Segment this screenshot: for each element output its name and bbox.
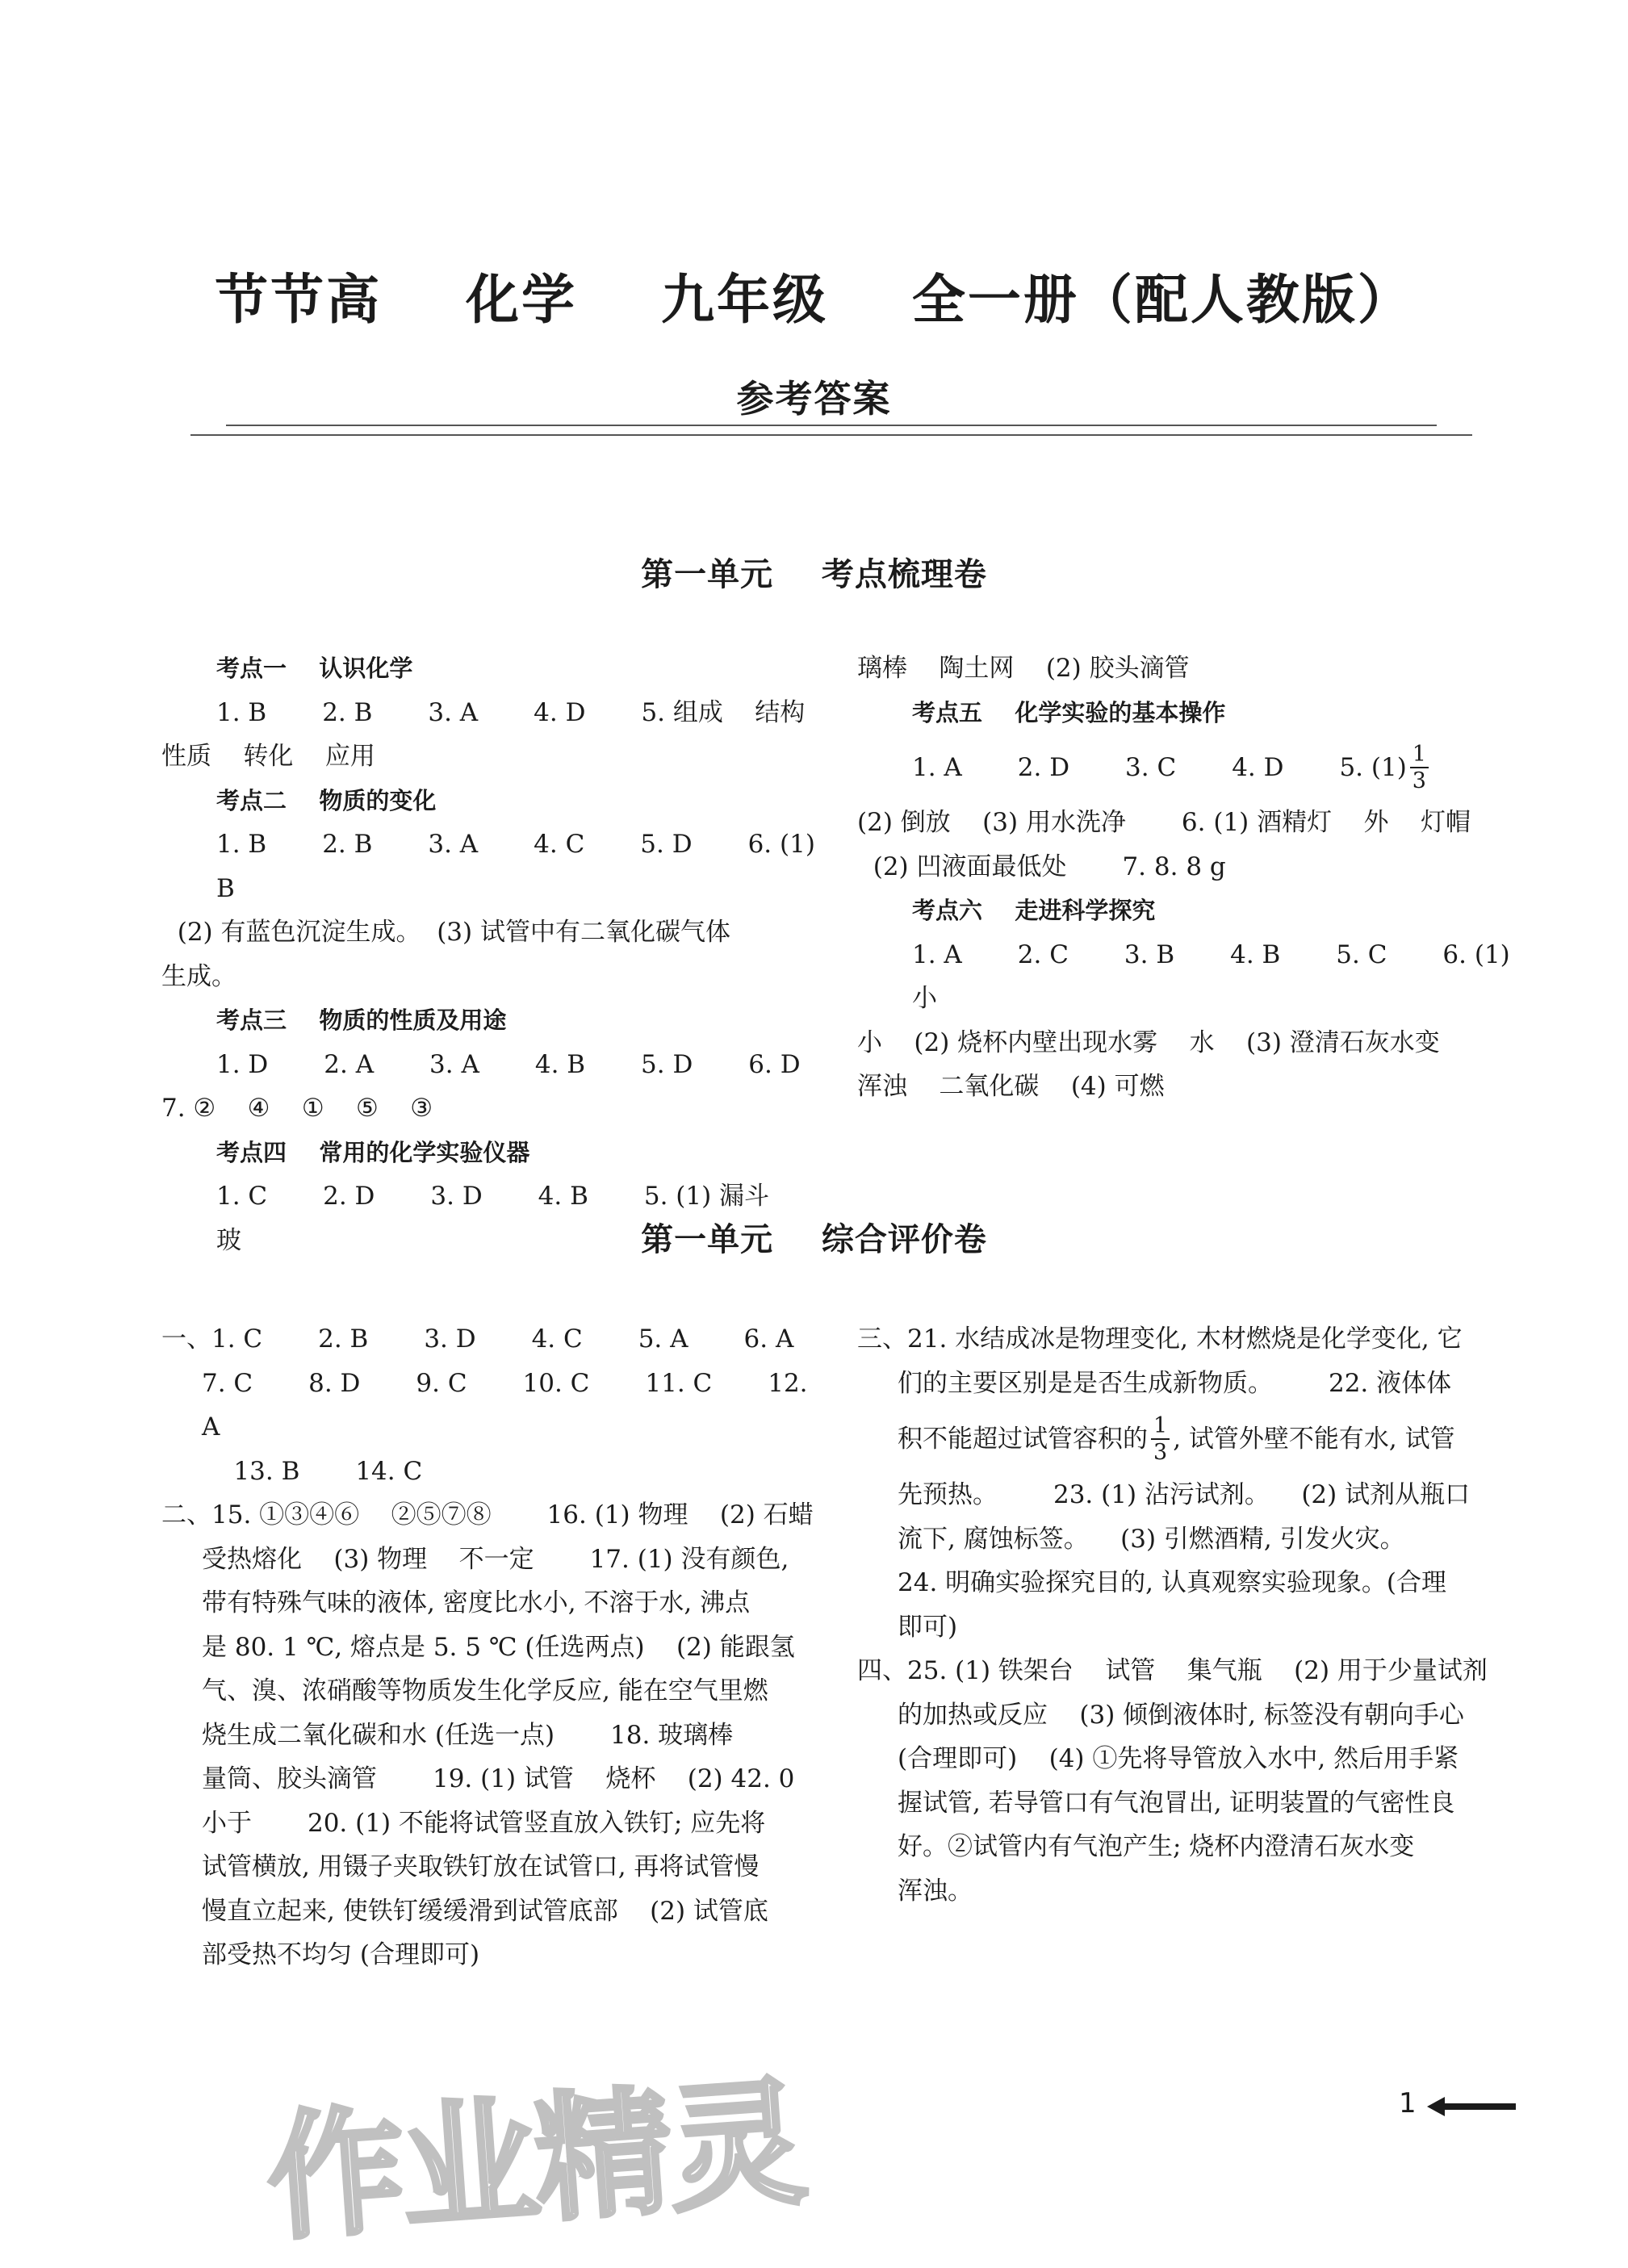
page-title: 节节高 化学 九年级 全一册（配人教版） (215, 269, 1413, 331)
answer-line: 7. ② ④ ① ⑤ ③ (161, 1094, 433, 1123)
answer-line: 1. B 2. B 3. A 4. D 5. 组成 结构 (216, 697, 806, 727)
fraction-denominator: 3 (1153, 1440, 1168, 1465)
fraction-one-third (1151, 1415, 1170, 1463)
answer-line: (2) 凹液面最低处 7. 8. 8 g (857, 852, 1226, 881)
fraction-denominator: 3 (1412, 768, 1426, 793)
answer-line: 三、21. 水结成冰是物理变化, 木材燃烧是化学变化, 它 (857, 1324, 1463, 1354)
answer-line: 们的主要区别是是否生成新物质。 22. 液体体 (898, 1368, 1452, 1398)
answer-line: 浑浊 二氧化碳 (4) 可燃 (857, 1072, 1165, 1101)
answer-line: 是 80. 1 ℃, 熔点是 5. 5 ℃ (任选两点) (2) 能跟氢 (202, 1632, 795, 1662)
answer-line: (合理即可) (4) ①先将导管放入水中, 然后用手紧 (898, 1744, 1459, 1773)
answer-line: 1. B 2. B 3. A 4. C 5. D 6. (1) B (216, 830, 823, 903)
answer-line: 1. A 2. C 3. B 4. B 5. C 6. (1) 小 (912, 939, 1518, 1013)
fraction-one-third (1410, 743, 1429, 792)
kd-heading: 考点二 物质的变化 (216, 786, 437, 814)
fraction-numerator: 1 (1410, 743, 1429, 768)
answer-line: 1. D 2. A 3. A 4. B 5. D 6. D (216, 1049, 801, 1079)
answer-line: 1. C 2. D 3. D 4. B 5. (1) 漏斗 玻 (216, 1182, 801, 1255)
answer-line-with-fraction (857, 1405, 1527, 1473)
page-number: 1 (1399, 2087, 1417, 2119)
section-heading-review: 第一单元 考点梳理卷 (641, 556, 987, 593)
answer-line: 24. 明确实验探究目的, 认真观察实验现象。(合理 (898, 1568, 1446, 1597)
answer-text: , 试管外壁不能有水, 试管 (1173, 1424, 1455, 1454)
answer-text: 1. A 2. D 3. C 4. D 5. (1) (912, 752, 1407, 782)
answer-line: 带有特殊气味的液体, 密度比水小, 不溶于水, 沸点 (202, 1588, 751, 1617)
answer-line-with-fraction (857, 734, 1519, 801)
kd-heading: 考点一 认识化学 (216, 655, 413, 682)
answer-line: 生成。 (161, 961, 236, 991)
answer-text: 积不能超过试管容积的 (898, 1424, 1148, 1454)
answer-line: 二、15. ①③④⑥ ②⑤⑦⑧ 16. (1) 物理 (2) 石蜡 (161, 1500, 814, 1529)
answer-line: (2) 倒放 (3) 用水洗净 6. (1) 酒精灯 外 灯帽 (857, 808, 1471, 837)
answer-line: 部受热不均匀 (合理即可) (202, 1940, 480, 1969)
answer-line: 先预热。 23. (1) 沾污试剂。 (2) 试剂从瓶口 (898, 1480, 1471, 1509)
answer-line: 试管横放, 用镊子夹取铁钉放在试管口, 再将试管慢 (202, 1852, 760, 1881)
page-subtitle: 参考答案 (736, 377, 892, 421)
answer-line: 浑浊。 (898, 1876, 973, 1906)
answer-line: 性质 转化 应用 (161, 742, 375, 771)
answer-line: 即可) (898, 1612, 958, 1642)
answer-line: 受热熔化 (3) 物理 不一定 17. (1) 没有颜色, (202, 1544, 789, 1574)
answer-line: 7. C 8. D 9. C 10. C 11. C 12. A (202, 1368, 816, 1442)
header-rule-bottom (190, 434, 1472, 436)
section-heading-evaluation: 第一单元 综合评价卷 (641, 1221, 987, 1258)
answer-line: 好。②试管内有气泡产生; 烧杯内澄清石灰水变 (898, 1832, 1415, 1861)
answer-line: 璃棒 陶土网 (2) 胶头滴管 (857, 654, 1190, 683)
answer-line: 气、溴、浓硝酸等物质发生化学反应, 能在空气里燃 (202, 1676, 768, 1705)
review-right-column (857, 647, 1519, 1109)
review-left-column (161, 647, 823, 1262)
answer-line: 四、25. (1) 铁架台 试管 集气瓶 (2) 用于少量试剂 (857, 1656, 1488, 1685)
header-rule-top (226, 425, 1437, 426)
left-arrow-icon (1427, 2095, 1516, 2118)
watermark: 作业精灵 (262, 2063, 809, 2260)
answer-line: 握试管, 若导管口有气泡冒出, 证明装置的气密性良 (898, 1788, 1455, 1818)
evaluation-left-column (161, 1317, 823, 1977)
evaluation-right-column (857, 1317, 1527, 1913)
answer-line: (2) 有蓝色沉淀生成。 (3) 试管中有二氧化碳气体 (161, 918, 730, 947)
fraction-numerator: 1 (1151, 1415, 1170, 1440)
kd-heading: 考点四 常用的化学实验仪器 (216, 1138, 530, 1166)
kd-heading: 考点五 化学实验的基本操作 (912, 698, 1226, 726)
answer-line: 一、1. C 2. B 3. D 4. C 5. A 6. A (161, 1324, 794, 1354)
kd-heading: 考点三 物质的性质及用途 (216, 1006, 507, 1034)
kd-heading: 考点六 走进科学探究 (912, 897, 1156, 924)
answer-line: 流下, 腐蚀标签。 (3) 引燃酒精, 引发火灾。 (898, 1524, 1405, 1554)
answer-line: 小 (2) 烧杯内壁出现水雾 水 (3) 澄清石灰水变 (857, 1027, 1440, 1057)
answer-line: 小于 20. (1) 不能将试管竖直放入铁钉; 应先将 (202, 1808, 766, 1838)
answer-line: 的加热或反应 (3) 倾倒液体时, 标签没有朝向手心 (898, 1700, 1464, 1730)
answer-line: 烧生成二氧化碳和水 (任选一点) 18. 玻璃棒 (202, 1720, 734, 1750)
answer-line: 慢直立起来, 使铁钉缓缓滑到试管底部 (2) 试管底 (202, 1896, 768, 1926)
answer-line: 量筒、胶头滴管 19. (1) 试管 烧杯 (2) 42. 0 (202, 1764, 795, 1793)
answer-line: 13. B 14. C (202, 1456, 423, 1486)
